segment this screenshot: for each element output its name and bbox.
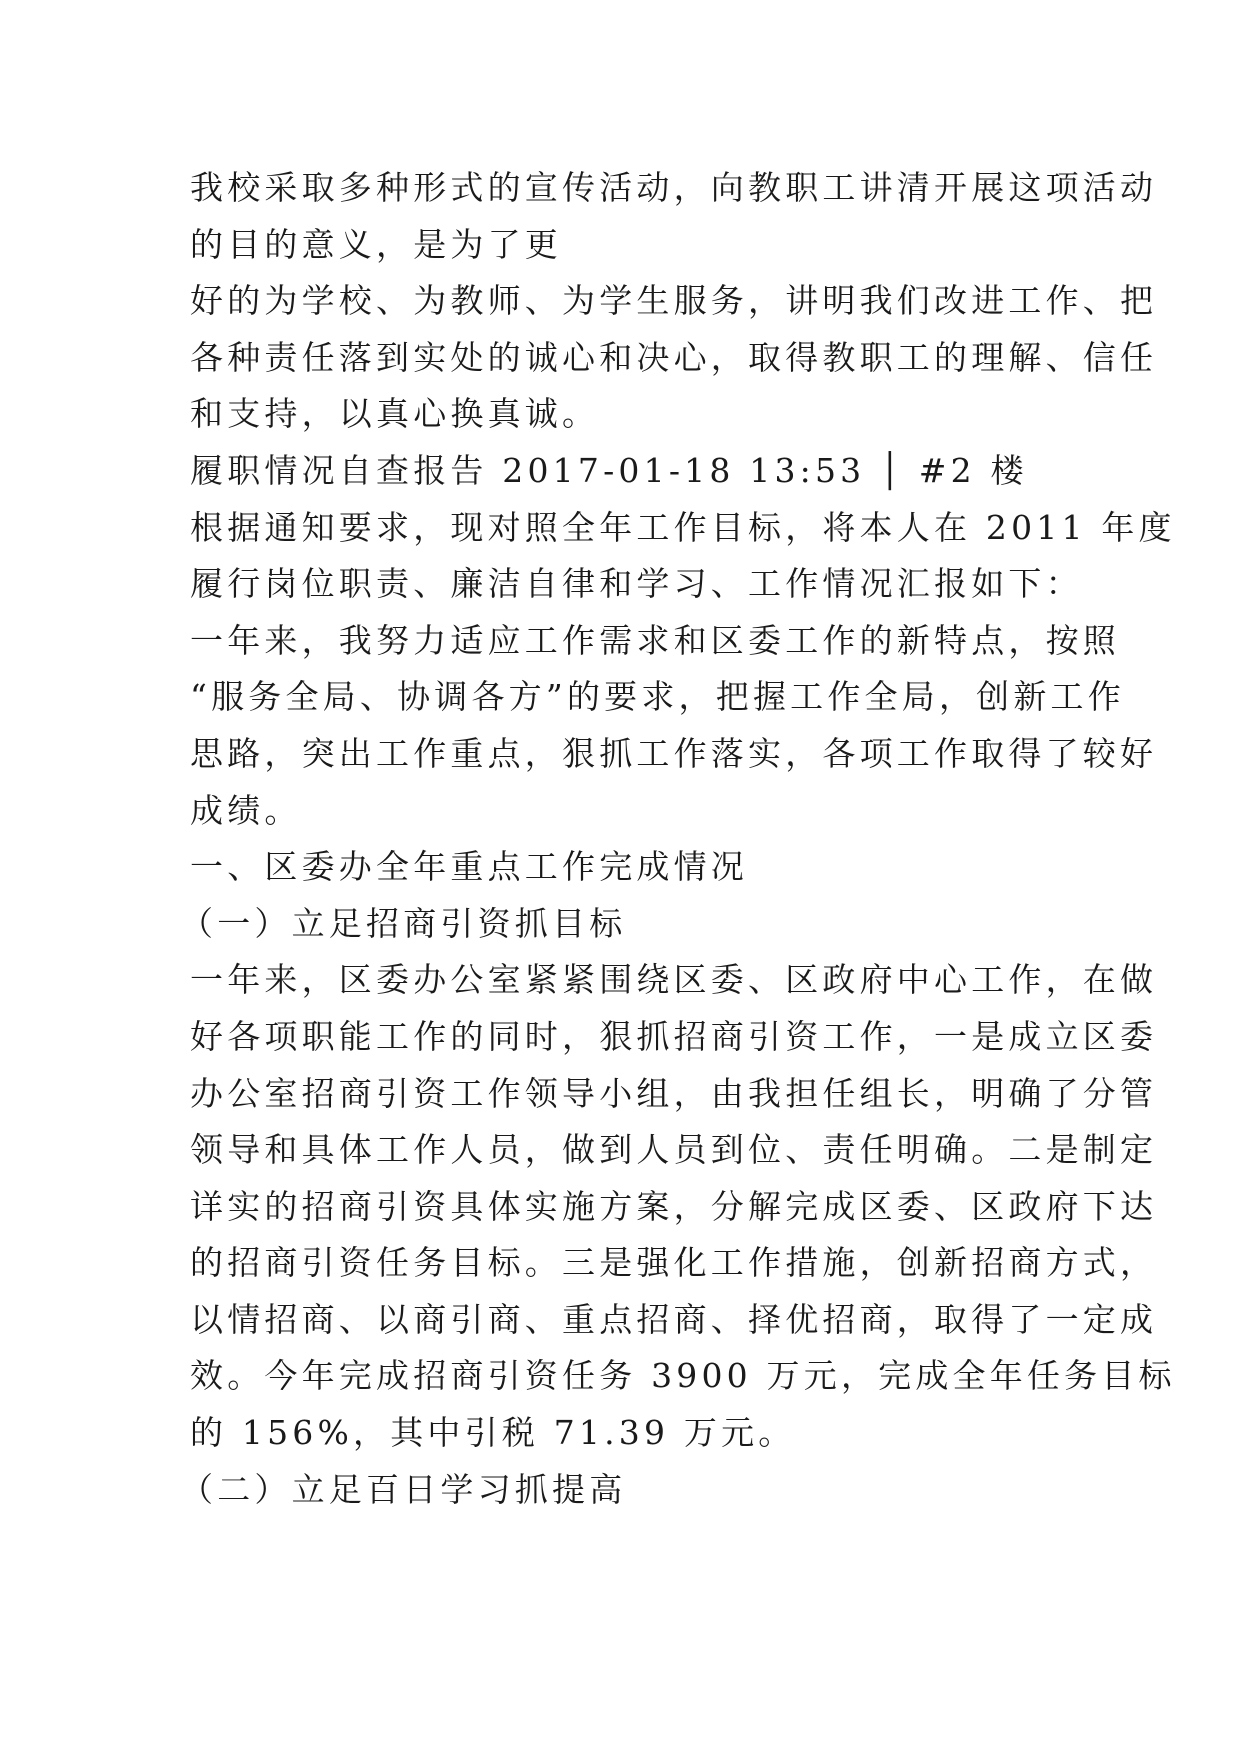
paragraph-line: 一年来，区委办公室紧紧围绕区委、区政府中心工作，在做: [190, 960, 1158, 1000]
paragraph-line: 我校采取多种形式的宣传活动，向教职工讲清开展这项活动: [190, 168, 1158, 207]
section-heading: 一、区委办全年重点工作完成情况: [190, 847, 748, 887]
paragraph-line: “服务全局、协调各方”的要求，把握工作全局，创新工作: [190, 677, 1125, 717]
paragraph-line: 领导和具体工作人员，做到人员到位、责任明确。二是制定: [190, 1130, 1158, 1170]
post-header-line: 履职情况自查报告 2017-01-18 13:53 │ #2 楼: [190, 450, 1028, 490]
paragraph-line: 和支持，以真心换真诚。: [190, 394, 600, 434]
paragraph-line: 一年来，我努力适应工作需求和区委工作的新特点，按照: [190, 620, 1120, 660]
paragraph-line: 的目的意义，是为了更: [190, 224, 562, 264]
subsection-heading: （一）立足招商引资抓目标: [180, 903, 627, 943]
paragraph-line: 的 156%，其中引税 71.39 万元。: [190, 1413, 796, 1453]
paragraph-line: 好各项职能工作的同时，狠抓招商引资工作，一是成立区委: [190, 1016, 1158, 1056]
paragraph-line: 履行岗位职责、廉洁自律和学习、工作情况汇报如下：: [190, 564, 1083, 604]
paragraph-line: 效。今年完成招商引资任务 3900 万元，完成全年任务目标: [190, 1356, 1176, 1396]
paragraph-line: 思路，突出工作重点，狠抓工作落实，各项工作取得了较好: [190, 733, 1158, 773]
document-body: [180, 160, 1176, 1518]
paragraph-line: 详实的招商引资具体实施方案，分解完成区委、区政府下达: [190, 1186, 1158, 1226]
subsection-heading: （二）立足百日学习抓提高: [180, 1469, 627, 1509]
paragraph-line: 以情招商、以商引商、重点招商、择优招商，取得了一定成: [190, 1299, 1158, 1339]
paragraph-line: 各种责任落到实处的诚心和决心，取得教职工的理解、信任: [190, 337, 1158, 377]
paragraph-line: 好的为学校、为教师、为学生服务，讲明我们改进工作、把: [190, 281, 1158, 321]
paragraph-line: 的招商引资任务目标。三是强化工作措施，创新招商方式，: [190, 1243, 1158, 1283]
paragraph-line: 办公室招商引资工作领导小组，由我担任组长，明确了分管: [190, 1073, 1158, 1113]
paragraph-line: 根据通知要求，现对照全年工作目标，将本人在 2011 年度: [190, 507, 1176, 547]
paragraph-line: 成绩。: [190, 790, 302, 830]
